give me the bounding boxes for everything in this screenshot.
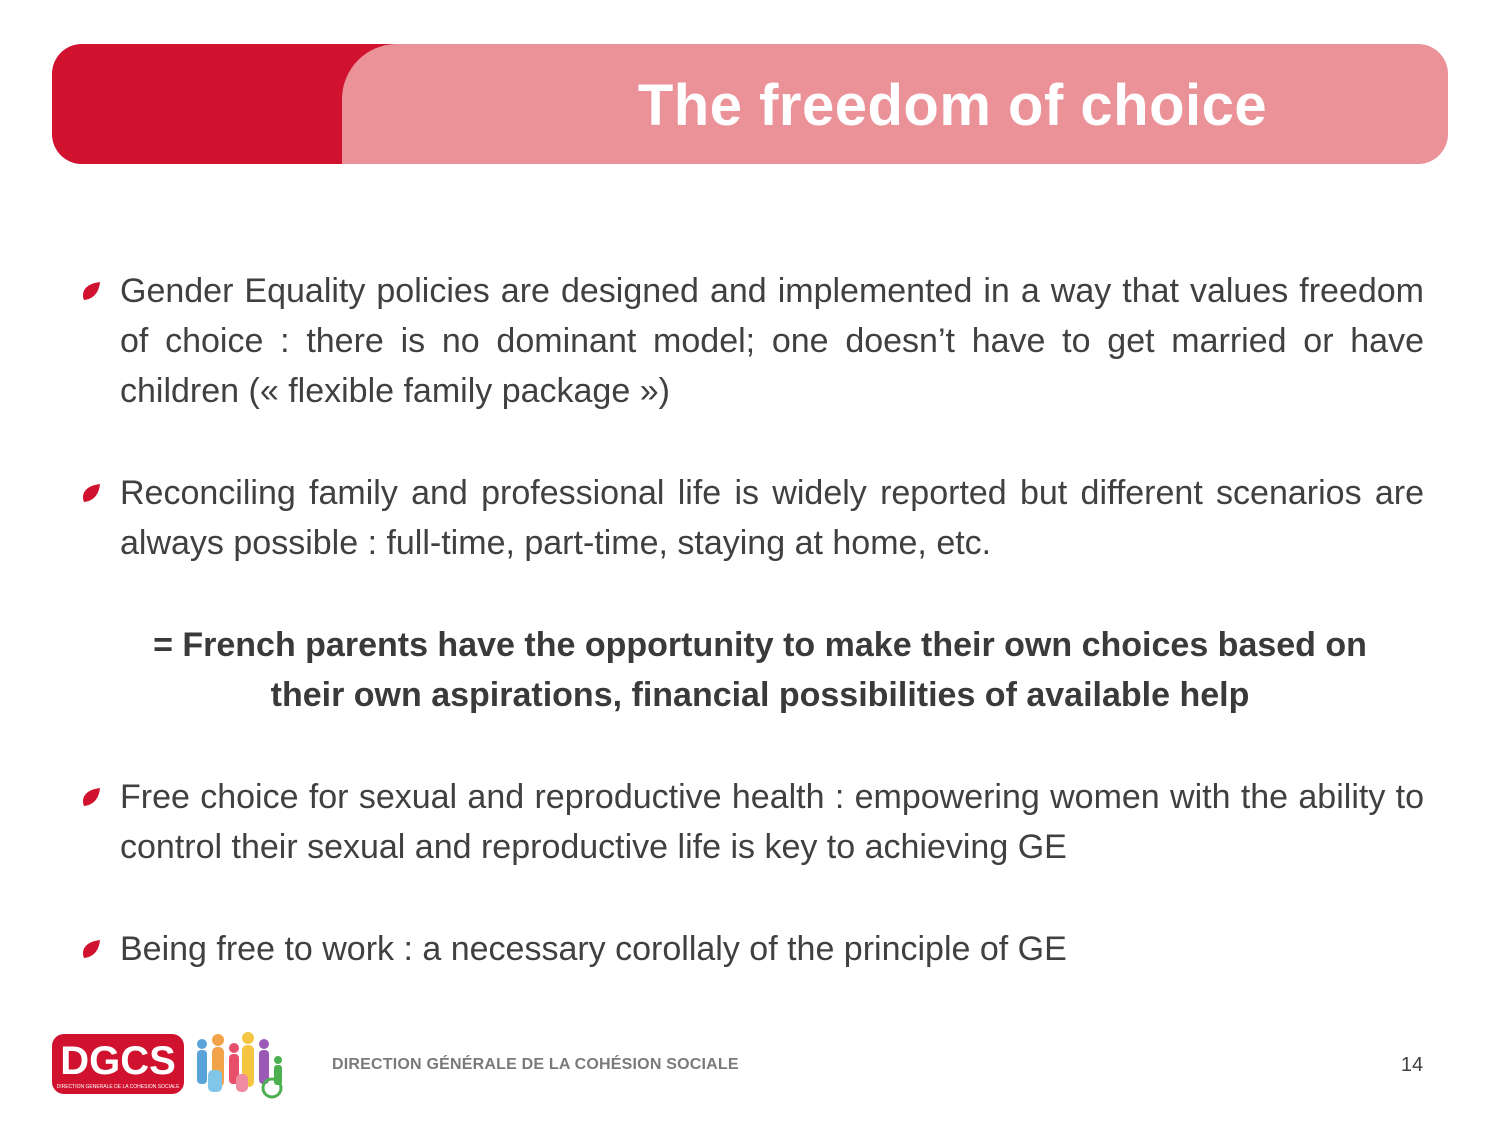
family-figures-icon [188,1030,288,1100]
bullet-item [76,266,1424,416]
bullet-item [76,772,1424,872]
footer-organization: DIRECTION GÉNÉRALE DE LA COHÉSION SOCIALE [332,1056,739,1073]
logo-subtext: DIRECTION GÉNÉRALE DE LA COHÉSION SOCIALE [56,1084,180,1090]
dgcs-logo [52,1030,292,1100]
red-leaf-bullet-icon [80,482,102,504]
conclusion-statement [76,620,1424,720]
title-banner [52,44,1448,164]
bullet-text: Gender Equality policies are designed and implemented in a way that values freedom of choice : there is no dominant model; one doesn’t have to get married or have children (« flexible family package ») [120,272,1424,410]
red-leaf-bullet-icon [80,938,102,960]
bullet-item [76,468,1424,568]
bullet-text: Being free to work : a necessary corollaly of the principle of GE [120,930,1067,968]
logo-wordmark: DGCS [60,1039,176,1083]
conclusion-line-1: = French parents have the opportunity to make their own choices based on [153,626,1367,664]
conclusion-line-2: their own aspirations, financial possibilities of available help [270,676,1250,714]
bullet-item [76,924,1424,974]
page-number: 14 [1400,1054,1424,1076]
red-leaf-bullet-icon [80,280,102,302]
red-leaf-bullet-icon [80,786,102,808]
slide-content [76,266,1424,974]
bullet-text: Reconciling family and professional life is widely reported but different scenarios are always possible : full-time, part-time, staying at home, etc. [120,474,1424,562]
bullet-text: Free choice for sexual and reproductive health : empowering women with the ability to control their sexual and reproductive life is key to achieving GE [120,778,1424,866]
slide-title: The freedom of choice [637,73,1268,138]
logo-badge [52,1034,184,1094]
